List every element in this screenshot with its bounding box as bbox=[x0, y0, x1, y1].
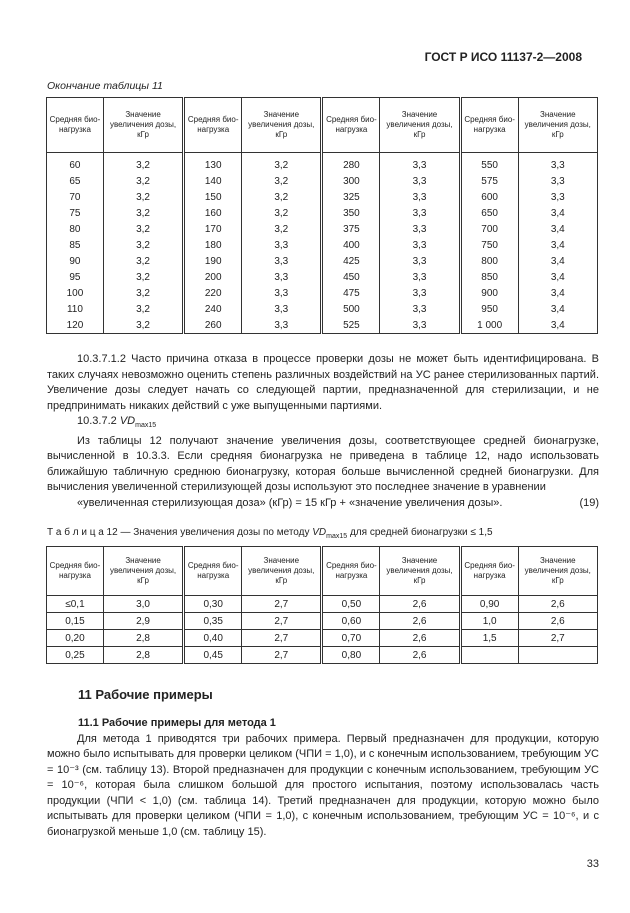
dose-increment-cell: 3,3 bbox=[380, 237, 460, 253]
bioburden-cell: 85 bbox=[47, 237, 104, 253]
bioburden-cell: 475 bbox=[322, 285, 380, 301]
table-row bbox=[47, 317, 598, 334]
paragraph-10-3-7-1-2: 10.3.7.1.2 Часто причина отказа в процессе проверки дозы не может быть идентифицирована. В таких случаях невозможно оценить степень различных воздействий на УС ранее стерилизованных партий. Увеличение дозы следует начать со следующей партии, предназначенной для стерилизации, и не предпринимать никаких действий с уже выпущенными партиями. bbox=[47, 353, 599, 412]
bioburden-cell: 0,25 bbox=[47, 647, 104, 664]
bioburden-cell: 525 bbox=[322, 317, 380, 334]
bioburden-cell: 1,5 bbox=[460, 630, 518, 647]
table-row bbox=[47, 301, 598, 317]
table11-caption: Окончание таблицы 11 bbox=[47, 80, 163, 92]
vd-subscript: max15 bbox=[326, 533, 348, 541]
dose-increment-cell: 3,2 bbox=[242, 173, 322, 189]
dose-increment-cell: 3,3 bbox=[380, 269, 460, 285]
table-row bbox=[47, 237, 598, 253]
dose-increment-cell: 3,2 bbox=[103, 205, 183, 221]
bioburden-cell: 350 bbox=[322, 205, 380, 221]
dose-increment-cell: 3,3 bbox=[518, 173, 597, 189]
bioburden-cell: 0,80 bbox=[322, 647, 380, 664]
dose-increment-cell: 2,9 bbox=[103, 613, 183, 630]
bioburden-cell: 600 bbox=[460, 189, 518, 205]
bioburden-cell: 180 bbox=[184, 237, 242, 253]
section-10-3-7-2 bbox=[47, 414, 599, 434]
table-row bbox=[47, 285, 598, 301]
caption-text: Т а б л и ц а 12 — Значения увеличения дозы по методу bbox=[47, 527, 313, 539]
table-row bbox=[47, 647, 598, 664]
bioburden-cell: 425 bbox=[322, 253, 380, 269]
table-row bbox=[47, 613, 598, 630]
dose-increment-cell: 2,8 bbox=[103, 630, 183, 647]
dose-increment-cell: 3,4 bbox=[518, 221, 597, 237]
dose-increment-cell: 3,4 bbox=[518, 205, 597, 221]
dose-increment-cell: 2,6 bbox=[380, 630, 460, 647]
bioburden-cell: 170 bbox=[184, 221, 242, 237]
bioburden-cell: 0,15 bbox=[47, 613, 104, 630]
body-flow bbox=[47, 352, 599, 890]
dose-increment-cell: 3,4 bbox=[518, 301, 597, 317]
dose-increment-cell: 3,3 bbox=[380, 301, 460, 317]
header-bioburden: Средняя био-нагрузка bbox=[460, 547, 518, 596]
bioburden-cell: 575 bbox=[460, 173, 518, 189]
bioburden-cell: 140 bbox=[184, 173, 242, 189]
bioburden-cell: 0,35 bbox=[184, 613, 242, 630]
bioburden-cell: 100 bbox=[47, 285, 104, 301]
bioburden-cell: 70 bbox=[47, 189, 104, 205]
bioburden-cell: 200 bbox=[184, 269, 242, 285]
bioburden-cell: 0,50 bbox=[322, 596, 380, 613]
header-dose-increment: Значение увеличения дозы, кГр bbox=[380, 547, 460, 596]
table12-caption bbox=[47, 527, 599, 540]
dose-increment-cell: 3,2 bbox=[103, 189, 183, 205]
header-bioburden: Средняя био-нагрузка bbox=[184, 547, 242, 596]
vd-symbol: VD bbox=[119, 415, 136, 427]
header-dose-increment: Значение увеличения дозы, кГр bbox=[242, 98, 322, 153]
dose-increment-cell: 3,4 bbox=[518, 237, 597, 253]
bioburden-cell: 280 bbox=[322, 153, 380, 174]
dose-increment-cell: 2,7 bbox=[518, 630, 597, 647]
dose-increment-cell: 3,3 bbox=[518, 189, 597, 205]
header-bioburden: Средняя био-нагрузка bbox=[47, 98, 104, 153]
dose-increment-cell: 3,2 bbox=[103, 285, 183, 301]
dose-increment-cell: 3,2 bbox=[103, 253, 183, 269]
bioburden-cell: 0,30 bbox=[184, 596, 242, 613]
bioburden-cell: 1,0 bbox=[460, 613, 518, 630]
bioburden-cell: 375 bbox=[322, 221, 380, 237]
dose-increment-cell: 2,7 bbox=[242, 613, 322, 630]
table-row bbox=[47, 153, 598, 174]
bioburden-cell: 240 bbox=[184, 301, 242, 317]
bioburden-cell: 900 bbox=[460, 285, 518, 301]
dose-increment-cell: 3,3 bbox=[242, 269, 322, 285]
bioburden-cell: 1 000 bbox=[460, 317, 518, 334]
header-bioburden: Средняя био-нагрузка bbox=[322, 98, 380, 153]
dose-increment-cell bbox=[518, 647, 597, 664]
bioburden-cell: 0,60 bbox=[322, 613, 380, 630]
bioburden-cell: 120 bbox=[47, 317, 104, 334]
bioburden-cell: 550 bbox=[460, 153, 518, 174]
header-dose-increment: Значение увеличения дозы, кГр bbox=[518, 98, 597, 153]
dose-increment-cell: 2,7 bbox=[242, 596, 322, 613]
table-row bbox=[47, 630, 598, 647]
dose-increment-cell: 3,4 bbox=[518, 285, 597, 301]
header-bioburden: Средняя био-нагрузка bbox=[184, 98, 242, 153]
bioburden-cell: 500 bbox=[322, 301, 380, 317]
header-dose-increment: Значение увеличения дозы, кГр bbox=[103, 98, 183, 153]
bioburden-cell: 0,20 bbox=[47, 630, 104, 647]
table-11 bbox=[46, 97, 598, 334]
dose-increment-cell: 3,3 bbox=[380, 317, 460, 334]
dose-increment-cell: 2,6 bbox=[380, 647, 460, 664]
dose-increment-cell: 3,3 bbox=[380, 153, 460, 174]
bioburden-cell: 750 bbox=[460, 237, 518, 253]
header-dose-increment: Значение увеличения дозы, кГр bbox=[242, 547, 322, 596]
caption-text-end: для средней бионагрузки ≤ 1,5 bbox=[347, 527, 493, 539]
dose-increment-cell: 3,4 bbox=[518, 317, 597, 334]
dose-increment-cell: 3,3 bbox=[242, 301, 322, 317]
bioburden-cell: 65 bbox=[47, 173, 104, 189]
dose-increment-cell: 2,7 bbox=[242, 647, 322, 664]
section-11-1-heading: 11.1 Рабочие примеры для метода 1 bbox=[78, 717, 276, 730]
dose-increment-cell: 3,2 bbox=[103, 301, 183, 317]
dose-increment-cell: 3,4 bbox=[518, 269, 597, 285]
dose-increment-cell: 3,3 bbox=[380, 221, 460, 237]
bioburden-cell: 95 bbox=[47, 269, 104, 285]
header-bioburden: Средняя био-нагрузка bbox=[460, 98, 518, 153]
page-number: 33 bbox=[586, 858, 599, 871]
dose-increment-cell: 3,3 bbox=[380, 253, 460, 269]
bioburden-cell: 700 bbox=[460, 221, 518, 237]
dose-increment-cell: 3,2 bbox=[242, 189, 322, 205]
dose-increment-cell: 3,4 bbox=[518, 253, 597, 269]
header-dose-increment: Значение увеличения дозы, кГр bbox=[518, 547, 597, 596]
dose-increment-cell: 3,2 bbox=[103, 269, 183, 285]
paragraph-table12-usage: Из таблицы 12 получают значение увеличения дозы, соответствующее средней бионагрузке, вычисленной в 10.3.3. Если средняя бионагрузка не приведена в таблице 12, надо использовать ближайшую табличную среднюю бионагрузку, которая больше вычисленной средней бионагрузки. Для вычисления увеличенной стерилизующей дозы используют это последнее значение в уравнении bbox=[47, 434, 599, 494]
section-11-heading: 11 Рабочие примеры bbox=[78, 687, 213, 703]
dose-increment-cell: 2,8 bbox=[103, 647, 183, 664]
bioburden-cell: 75 bbox=[47, 205, 104, 221]
header-bioburden: Средняя био-нагрузка bbox=[47, 547, 104, 596]
bioburden-cell: 0,40 bbox=[184, 630, 242, 647]
dose-increment-cell: 3,2 bbox=[103, 237, 183, 253]
bioburden-cell: 950 bbox=[460, 301, 518, 317]
table-row bbox=[47, 269, 598, 285]
dose-increment-cell: 3,3 bbox=[380, 205, 460, 221]
section-number: 10.3.7.2 bbox=[77, 415, 120, 427]
bioburden-cell: 130 bbox=[184, 153, 242, 174]
bioburden-cell: 0,70 bbox=[322, 630, 380, 647]
bioburden-cell: 260 bbox=[184, 317, 242, 334]
dose-increment-cell: 3,3 bbox=[380, 189, 460, 205]
dose-increment-cell: 3,3 bbox=[242, 253, 322, 269]
dose-increment-cell: 3,3 bbox=[380, 285, 460, 301]
bioburden-cell: 90 bbox=[47, 253, 104, 269]
table-row bbox=[47, 189, 598, 205]
bioburden-cell: 850 bbox=[460, 269, 518, 285]
dose-increment-cell: 3,2 bbox=[242, 153, 322, 174]
table-12 bbox=[46, 546, 598, 664]
bioburden-cell: ≤0,1 bbox=[47, 596, 104, 613]
dose-increment-cell: 3,2 bbox=[103, 221, 183, 237]
bioburden-cell: 80 bbox=[47, 221, 104, 237]
paragraph-working-examples: Для метода 1 приводятся три рабочих примера. Первый предназначен для продукции, которую можно было испытывать для проверки целиком (ЧПИ = 1,0), и с конечным использованием, требующим УС = 10⁻³ (см. таблицу 13). Второй предназначен для продукции с конечным использованием, требующим УС = 10⁻⁶, которая была слишком большой для простого испытания, поэтому использовалась часть продукции (ЧПИ < 1,0) (см. таблица 14). Третий предназначен для продукции, которую можно было испытывать для проверки целиком (ЧПИ = 1,0), с конечным использованием, требующим УС = 10⁻⁶, и с бионагрузкой меньше 1,0 (см. таблицу 15). bbox=[47, 732, 599, 838]
bioburden-cell: 650 bbox=[460, 205, 518, 221]
bioburden-cell: 60 bbox=[47, 153, 104, 174]
bioburden-cell: 150 bbox=[184, 189, 242, 205]
dose-increment-cell: 2,6 bbox=[518, 613, 597, 630]
table-row bbox=[47, 253, 598, 269]
bioburden-cell: 800 bbox=[460, 253, 518, 269]
dose-increment-cell: 3,2 bbox=[103, 173, 183, 189]
bioburden-cell: 190 bbox=[184, 253, 242, 269]
table-row bbox=[47, 221, 598, 237]
header-dose-increment: Значение увеличения дозы, кГр bbox=[380, 98, 460, 153]
bioburden-cell bbox=[460, 647, 518, 664]
bioburden-cell: 0,45 bbox=[184, 647, 242, 664]
standard-header: ГОСТ Р ИСО 11137-2—2008 bbox=[424, 50, 582, 64]
dose-increment-cell: 3,3 bbox=[380, 173, 460, 189]
equation-19 bbox=[47, 496, 599, 512]
bioburden-cell: 220 bbox=[184, 285, 242, 301]
dose-increment-cell: 3,0 bbox=[103, 596, 183, 613]
vd-symbol: VD bbox=[312, 527, 327, 539]
dose-increment-cell: 3,3 bbox=[242, 317, 322, 334]
bioburden-cell: 160 bbox=[184, 205, 242, 221]
dose-increment-cell: 3,3 bbox=[242, 237, 322, 253]
dose-increment-cell: 2,7 bbox=[242, 630, 322, 647]
dose-increment-cell: 3,2 bbox=[242, 221, 322, 237]
header-bioburden: Средняя био-нагрузка bbox=[322, 547, 380, 596]
dose-increment-cell: 3,2 bbox=[103, 153, 183, 174]
dose-increment-cell: 3,2 bbox=[103, 317, 183, 334]
dose-increment-cell: 2,6 bbox=[380, 613, 460, 630]
dose-increment-cell: 3,2 bbox=[242, 205, 322, 221]
bioburden-cell: 300 bbox=[322, 173, 380, 189]
dose-increment-cell: 2,6 bbox=[380, 596, 460, 613]
table-row bbox=[47, 596, 598, 613]
bioburden-cell: 400 bbox=[322, 237, 380, 253]
table-row bbox=[47, 205, 598, 221]
bioburden-cell: 325 bbox=[322, 189, 380, 205]
bioburden-cell: 110 bbox=[47, 301, 104, 317]
equation-number: (19) bbox=[579, 496, 599, 509]
vd-subscript: max15 bbox=[135, 422, 157, 430]
dose-increment-cell: 3,3 bbox=[518, 153, 597, 174]
equation-text: «увеличенная стерилизующая доза» (кГр) = 15 кГр + «значение увеличения дозы». bbox=[77, 496, 503, 509]
dose-increment-cell: 2,6 bbox=[518, 596, 597, 613]
bioburden-cell: 0,90 bbox=[460, 596, 518, 613]
bioburden-cell: 450 bbox=[322, 269, 380, 285]
dose-increment-cell: 3,3 bbox=[242, 285, 322, 301]
table-row bbox=[47, 173, 598, 189]
header-dose-increment: Значение увеличения дозы, кГр bbox=[103, 547, 183, 596]
